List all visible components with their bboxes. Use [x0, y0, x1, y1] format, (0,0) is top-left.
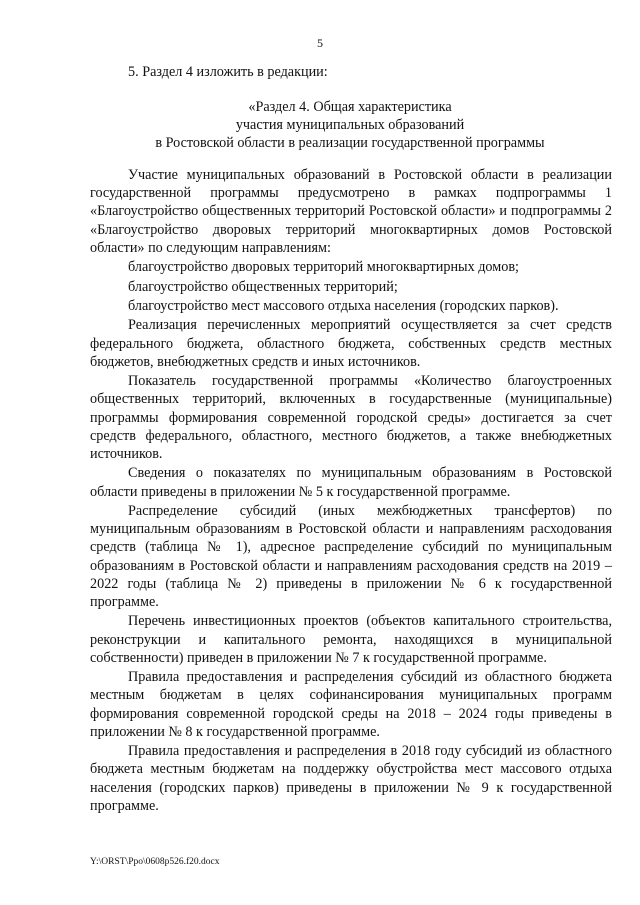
section-title-line-3: в Ростовской области в реализации государственной программы	[155, 135, 545, 151]
section-title	[90, 98, 610, 152]
paragraph-funding-sources: Реализация перечисленных мероприятий осуществляется за счет средств федерального бюджета, областного бюджета, собственных средств местных бюджетов, внебюджетных средств и иных источников.	[90, 317, 612, 370]
paragraph-indicators-info: Сведения о показателях по муниципальным образованиям в Ростовской области приведены в приложении № 5 к государственной программе.	[90, 465, 612, 500]
section-body	[90, 166, 612, 816]
list-item-public-territories: благоустройство общественных территорий;	[128, 278, 398, 295]
paragraph-subsidy-distribution: Распределение субсидий (иных межбюджетных трансфертов) по муниципальным образованиям в Ростовской области и направлениям расходования средств (таблица № 1), адресное распределение субсидий по муниципальным образованиям в Ростовской области и направлениям расходования средств на 2019 – 2022 годы (таблица № 2) приведены в приложении № 6 к государственной программе.	[90, 502, 612, 610]
paragraph-investment-projects: Перечень инвестиционных проектов (объектов капитального строительства, реконструкции и капитального ремонта, находящихся в муниципальной собственности) приведен в приложении № 7 к государственной программе.	[90, 613, 612, 666]
footer-file-path: Y:\ORST\Ppo\0608p526.f20.docx	[90, 857, 220, 867]
page-number: 5	[317, 36, 323, 50]
list-item-courtyards: благоустройство дворовых территорий многоквартирных домов;	[128, 259, 519, 276]
paragraph-parks-subsidy-rules: Правила предоставления и распределения в 2018 году субсидий из областного бюджета местным бюджетам на поддержку обустройства мест массового отдыха населения (городских парков) приведены в приложении № 9 к государственной программе.	[90, 743, 612, 814]
section-title-line-1: «Раздел 4. Общая характеристика	[248, 99, 452, 115]
amendment-intro: 5. Раздел 4 изложить в редакции:	[128, 64, 328, 80]
list-item-parks: благоустройство мест массового отдыха населения (городских парков).	[128, 297, 559, 314]
section-title-line-2: участия муниципальных образований	[235, 117, 465, 133]
paragraph-indicator: Показатель государственной программы «Количество благоустроенных общественных территорий, включенных в государственные (муниципальные) программы формирования современной городской среды» достигается за счет средств федерального, областного, местного бюджетов, а также внебюджетных источников.	[90, 373, 612, 462]
paragraph-participation: Участие муниципальных образований в Ростовской области в реализации государственной программы предусмотрено в рамках подпрограммы 1 «Благоустройство общественных территорий Ростовской области» и подпрограммы 2 «Благоустройство дворовых территорий многоквартирных домов Ростовской области» по следующим направлениям:	[90, 167, 612, 256]
paragraph-subsidy-rules: Правила предоставления и распределения субсидий из областного бюджета местным бюджетам в целях софинансирования муниципальных программ формирования современной городской среды на 2018 – 2024 годы приведены в приложении № 8 к государственной программе.	[90, 669, 612, 740]
